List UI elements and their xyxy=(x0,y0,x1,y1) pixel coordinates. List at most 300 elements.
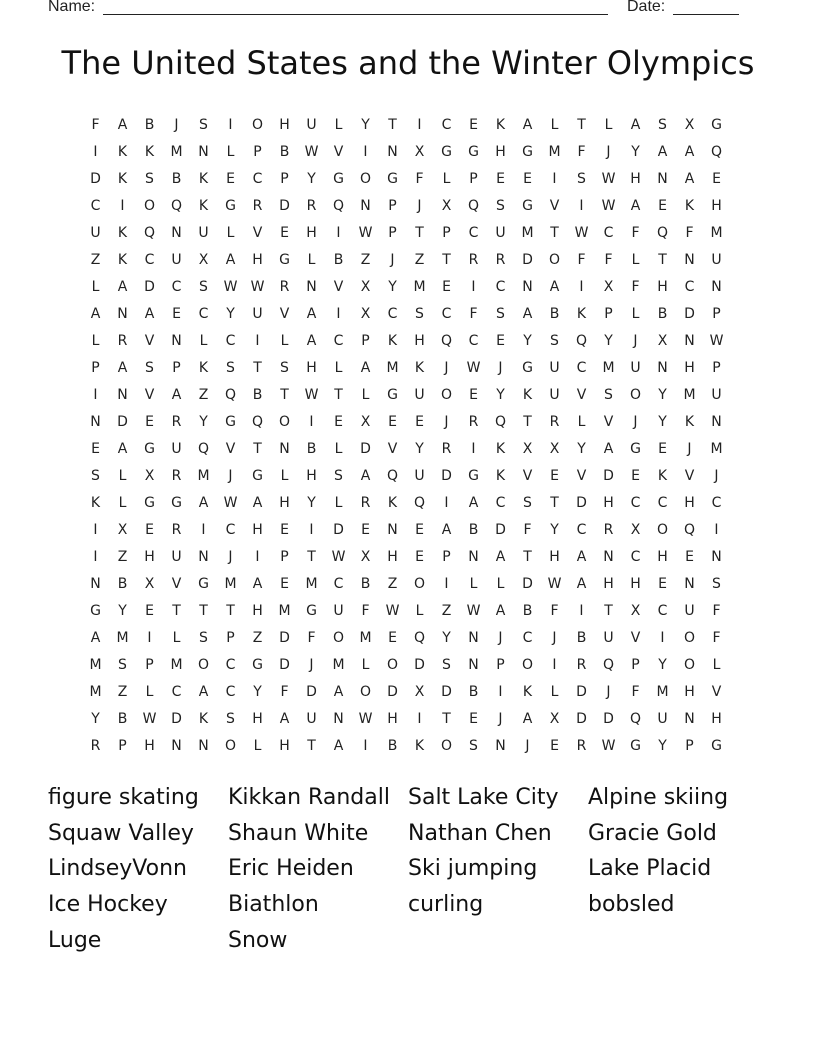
grid-letter[interactable]: B xyxy=(252,387,263,403)
grid-letter[interactable]: J xyxy=(228,468,233,484)
grid-letter[interactable]: Q xyxy=(143,225,156,241)
grid-letter[interactable]: U xyxy=(549,360,560,376)
grid-letter[interactable]: R xyxy=(117,333,128,349)
grid-letter[interactable]: L xyxy=(253,738,262,754)
grid-letter[interactable]: T xyxy=(523,549,532,565)
grid-letter[interactable]: C xyxy=(495,495,506,511)
grid-letter[interactable]: T xyxy=(253,441,262,457)
grid-letter[interactable]: L xyxy=(118,495,127,511)
grid-letter[interactable]: L xyxy=(307,252,316,268)
grid-letter[interactable]: K xyxy=(657,468,668,484)
grid-letter[interactable]: N xyxy=(279,441,290,457)
grid-letter[interactable]: N xyxy=(684,333,695,349)
grid-letter[interactable]: V xyxy=(144,333,155,349)
grid-letter[interactable]: S xyxy=(577,171,586,187)
grid-letter[interactable]: T xyxy=(658,252,667,268)
grid-letter[interactable]: W xyxy=(331,549,346,565)
grid-letter[interactable]: L xyxy=(712,657,721,673)
grid-letter[interactable]: K xyxy=(414,738,425,754)
grid-letter[interactable]: G xyxy=(252,468,263,484)
grid-letter[interactable]: W xyxy=(385,603,400,619)
grid-letter[interactable]: H xyxy=(684,684,695,700)
grid-letter[interactable]: S xyxy=(550,333,559,349)
grid-letter[interactable]: U xyxy=(684,603,695,619)
grid-letter[interactable]: N xyxy=(198,144,209,160)
grid-letter[interactable]: E xyxy=(415,414,424,430)
grid-letter[interactable]: U xyxy=(306,117,317,133)
grid-letter[interactable]: N xyxy=(468,549,479,565)
grid-letter[interactable]: P xyxy=(469,171,478,187)
grid-letter[interactable]: M xyxy=(413,279,426,295)
grid-letter[interactable]: X xyxy=(549,441,560,457)
grid-letter[interactable]: R xyxy=(468,414,479,430)
grid-letter[interactable]: Q xyxy=(440,333,453,349)
grid-letter[interactable]: J xyxy=(498,630,503,646)
grid-letter[interactable]: N xyxy=(603,549,614,565)
grid-letter[interactable]: A xyxy=(684,171,695,187)
grid-letter[interactable]: E xyxy=(523,171,532,187)
grid-letter[interactable]: I xyxy=(471,279,476,295)
grid-letter[interactable]: H xyxy=(306,225,317,241)
grid-letter[interactable]: C xyxy=(387,306,398,322)
grid-letter[interactable]: Y xyxy=(658,414,667,430)
grid-letter[interactable]: R xyxy=(306,198,317,214)
grid-letter[interactable]: U xyxy=(171,549,182,565)
grid-letter[interactable]: J xyxy=(444,360,449,376)
grid-letter[interactable]: U xyxy=(306,711,317,727)
grid-letter[interactable]: F xyxy=(307,630,316,646)
grid-letter[interactable]: Z xyxy=(252,630,263,646)
grid-letter[interactable]: N xyxy=(711,549,722,565)
grid-letter[interactable]: N xyxy=(117,387,128,403)
grid-letter[interactable]: D xyxy=(279,657,290,673)
grid-letter[interactable]: F xyxy=(280,684,289,700)
grid-letter[interactable]: O xyxy=(359,684,372,700)
grid-letter[interactable]: K xyxy=(522,684,533,700)
grid-letter[interactable]: Y xyxy=(118,603,127,619)
grid-letter[interactable]: C xyxy=(225,333,236,349)
grid-letter[interactable]: V xyxy=(684,468,695,484)
grid-letter[interactable]: L xyxy=(604,117,613,133)
grid-letter[interactable]: Y xyxy=(199,414,208,430)
grid-letter[interactable]: A xyxy=(468,495,479,511)
grid-letter[interactable]: L xyxy=(91,279,100,295)
grid-letter[interactable]: E xyxy=(658,198,667,214)
grid-letter[interactable]: Y xyxy=(361,117,370,133)
grid-letter[interactable]: D xyxy=(576,495,587,511)
grid-letter[interactable]: Y xyxy=(523,333,532,349)
grid-letter[interactable]: T xyxy=(550,225,559,241)
grid-letter[interactable]: P xyxy=(442,549,451,565)
grid-letter[interactable]: U xyxy=(198,225,209,241)
grid-letter[interactable]: H xyxy=(495,144,506,160)
grid-letter[interactable]: Y xyxy=(307,171,316,187)
grid-letter[interactable]: O xyxy=(359,171,372,187)
grid-letter[interactable]: H xyxy=(711,198,722,214)
grid-letter[interactable]: R xyxy=(441,441,452,457)
grid-letter[interactable]: I xyxy=(309,522,314,538)
grid-letter[interactable]: I xyxy=(93,387,98,403)
grid-letter[interactable]: S xyxy=(199,279,208,295)
grid-letter[interactable]: P xyxy=(496,657,505,673)
grid-letter[interactable]: G xyxy=(387,387,398,403)
grid-letter[interactable]: G xyxy=(522,360,533,376)
grid-letter[interactable]: Z xyxy=(414,252,425,268)
grid-letter[interactable]: I xyxy=(201,522,206,538)
grid-letter[interactable]: W xyxy=(709,333,724,349)
grid-letter[interactable]: H xyxy=(252,603,263,619)
grid-letter[interactable]: F xyxy=(577,144,586,160)
grid-letter[interactable]: I xyxy=(93,144,98,160)
grid-letter[interactable]: P xyxy=(631,657,640,673)
grid-letter[interactable]: J xyxy=(390,252,395,268)
grid-letter[interactable]: A xyxy=(144,306,155,322)
grid-letter[interactable]: M xyxy=(278,603,291,619)
grid-letter[interactable]: I xyxy=(579,279,584,295)
grid-letter[interactable]: N xyxy=(117,306,128,322)
grid-letter[interactable]: P xyxy=(118,738,127,754)
grid-letter[interactable]: I xyxy=(552,657,557,673)
grid-letter[interactable]: D xyxy=(387,684,398,700)
grid-letter[interactable]: X xyxy=(360,414,371,430)
grid-letter[interactable]: L xyxy=(334,441,343,457)
grid-letter[interactable]: F xyxy=(361,603,370,619)
grid-letter[interactable]: I xyxy=(336,306,341,322)
grid-letter[interactable]: B xyxy=(549,306,560,322)
grid-letter[interactable]: A xyxy=(117,279,128,295)
grid-letter[interactable]: S xyxy=(280,360,289,376)
grid-letter[interactable]: N xyxy=(684,711,695,727)
grid-letter[interactable]: J xyxy=(606,684,611,700)
grid-letter[interactable]: C xyxy=(225,684,236,700)
grid-letter[interactable]: X xyxy=(684,117,695,133)
grid-letter[interactable]: X xyxy=(360,279,371,295)
grid-letter[interactable]: R xyxy=(576,738,587,754)
grid-letter[interactable]: L xyxy=(550,684,559,700)
grid-letter[interactable]: I xyxy=(147,630,152,646)
grid-letter[interactable]: Y xyxy=(496,387,505,403)
grid-letter[interactable]: V xyxy=(144,387,155,403)
grid-letter[interactable]: G xyxy=(279,252,290,268)
grid-letter[interactable]: A xyxy=(171,387,182,403)
grid-letter[interactable]: D xyxy=(603,468,614,484)
grid-letter[interactable]: A xyxy=(225,252,236,268)
grid-letter[interactable]: V xyxy=(387,441,398,457)
grid-letter[interactable]: C xyxy=(495,279,506,295)
grid-letter[interactable]: O xyxy=(143,198,156,214)
grid-letter[interactable]: D xyxy=(171,711,182,727)
grid-letter[interactable]: A xyxy=(252,495,263,511)
grid-letter[interactable]: M xyxy=(170,657,183,673)
grid-letter[interactable]: G xyxy=(711,117,722,133)
grid-letter[interactable]: L xyxy=(415,603,424,619)
grid-letter[interactable]: I xyxy=(579,603,584,619)
grid-letter[interactable]: W xyxy=(358,711,373,727)
grid-letter[interactable]: L xyxy=(334,360,343,376)
grid-letter[interactable]: V xyxy=(171,576,182,592)
grid-letter[interactable]: C xyxy=(657,495,668,511)
grid-letter[interactable]: W xyxy=(223,279,238,295)
grid-letter[interactable]: L xyxy=(145,684,154,700)
grid-letter[interactable]: M xyxy=(116,630,129,646)
grid-letter[interactable]: Q xyxy=(656,225,669,241)
grid-letter[interactable]: L xyxy=(496,576,505,592)
grid-letter[interactable]: E xyxy=(631,468,640,484)
grid-letter[interactable]: F xyxy=(631,279,640,295)
grid-letter[interactable]: J xyxy=(309,657,314,673)
grid-letter[interactable]: N xyxy=(198,549,209,565)
grid-letter[interactable]: C xyxy=(576,522,587,538)
grid-letter[interactable]: A xyxy=(657,144,668,160)
grid-letter[interactable]: A xyxy=(90,630,101,646)
grid-letter[interactable]: S xyxy=(712,576,721,592)
grid-letter[interactable]: U xyxy=(711,387,722,403)
grid-letter[interactable]: M xyxy=(656,684,669,700)
grid-letter[interactable]: W xyxy=(601,171,616,187)
grid-letter[interactable]: O xyxy=(332,630,345,646)
grid-letter[interactable]: B xyxy=(657,306,668,322)
grid-letter[interactable]: N xyxy=(657,360,668,376)
grid-letter[interactable]: L xyxy=(226,144,235,160)
grid-letter[interactable]: Z xyxy=(360,252,371,268)
grid-letter[interactable]: K xyxy=(117,252,128,268)
grid-letter[interactable]: X xyxy=(144,576,155,592)
grid-letter[interactable]: F xyxy=(91,117,100,133)
grid-letter[interactable]: F xyxy=(550,603,559,619)
grid-letter[interactable]: C xyxy=(225,657,236,673)
grid-letter[interactable]: D xyxy=(522,252,533,268)
grid-letter[interactable]: A xyxy=(279,711,290,727)
grid-letter[interactable]: D xyxy=(441,684,452,700)
grid-letter[interactable]: X xyxy=(522,441,533,457)
grid-letter[interactable]: F xyxy=(469,306,478,322)
grid-letter[interactable]: A xyxy=(522,306,533,322)
grid-letter[interactable]: D xyxy=(684,306,695,322)
grid-letter[interactable]: S xyxy=(496,198,505,214)
grid-letter[interactable]: B xyxy=(117,576,128,592)
grid-letter[interactable]: V xyxy=(630,630,641,646)
grid-letter[interactable]: W xyxy=(250,279,265,295)
grid-letter[interactable]: Z xyxy=(387,576,398,592)
grid-letter[interactable]: I xyxy=(255,549,260,565)
grid-letter[interactable]: X xyxy=(441,198,452,214)
grid-letter[interactable]: G xyxy=(522,198,533,214)
grid-letter[interactable]: P xyxy=(388,225,397,241)
grid-letter[interactable]: L xyxy=(226,225,235,241)
grid-letter[interactable]: M xyxy=(170,144,183,160)
grid-letter[interactable]: U xyxy=(171,252,182,268)
grid-letter[interactable]: P xyxy=(361,333,370,349)
grid-letter[interactable]: L xyxy=(334,117,343,133)
grid-letter[interactable]: Q xyxy=(197,441,210,457)
grid-letter[interactable]: Q xyxy=(170,198,183,214)
grid-letter[interactable]: R xyxy=(252,198,263,214)
grid-letter[interactable]: E xyxy=(550,738,559,754)
name-blank-line[interactable] xyxy=(103,14,608,15)
grid-letter[interactable]: O xyxy=(440,387,453,403)
grid-letter[interactable]: B xyxy=(333,252,344,268)
grid-letter[interactable]: S xyxy=(523,495,532,511)
grid-letter[interactable]: K xyxy=(522,387,533,403)
grid-letter[interactable]: G xyxy=(171,495,182,511)
grid-letter[interactable]: D xyxy=(360,441,371,457)
grid-letter[interactable]: K xyxy=(495,441,506,457)
grid-letter[interactable]: S xyxy=(496,306,505,322)
grid-letter[interactable]: J xyxy=(633,333,638,349)
grid-letter[interactable]: I xyxy=(552,171,557,187)
grid-letter[interactable]: Z xyxy=(90,252,101,268)
grid-letter[interactable]: C xyxy=(657,603,668,619)
grid-letter[interactable]: K xyxy=(198,711,209,727)
grid-letter[interactable]: A xyxy=(306,306,317,322)
grid-letter[interactable]: P xyxy=(280,171,289,187)
grid-letter[interactable]: H xyxy=(306,360,317,376)
grid-letter[interactable]: Y xyxy=(658,387,667,403)
grid-letter[interactable]: N xyxy=(522,279,533,295)
grid-letter[interactable]: C xyxy=(576,360,587,376)
grid-letter[interactable]: K xyxy=(495,117,506,133)
grid-letter[interactable]: O xyxy=(548,252,561,268)
grid-letter[interactable]: A xyxy=(360,360,371,376)
grid-letter[interactable]: E xyxy=(712,171,721,187)
grid-letter[interactable]: U xyxy=(603,630,614,646)
grid-letter[interactable]: X xyxy=(360,549,371,565)
grid-letter[interactable]: H xyxy=(414,333,425,349)
grid-letter[interactable]: M xyxy=(89,657,102,673)
grid-letter[interactable]: O xyxy=(521,657,534,673)
grid-letter[interactable]: N xyxy=(198,738,209,754)
grid-letter[interactable]: Q xyxy=(332,198,345,214)
grid-letter[interactable]: U xyxy=(414,387,425,403)
grid-letter[interactable]: V xyxy=(252,225,263,241)
grid-letter[interactable]: X xyxy=(549,711,560,727)
grid-letter[interactable]: J xyxy=(444,414,449,430)
grid-letter[interactable]: E xyxy=(145,522,154,538)
grid-letter[interactable]: E xyxy=(388,630,397,646)
grid-letter[interactable]: W xyxy=(223,495,238,511)
grid-letter[interactable]: C xyxy=(711,495,722,511)
grid-letter[interactable]: E xyxy=(415,522,424,538)
grid-letter[interactable]: N xyxy=(306,279,317,295)
grid-letter[interactable]: Q xyxy=(602,657,615,673)
grid-letter[interactable]: H xyxy=(144,738,155,754)
grid-letter[interactable]: T xyxy=(604,603,613,619)
grid-letter[interactable]: S xyxy=(442,657,451,673)
grid-letter[interactable]: K xyxy=(144,144,155,160)
grid-letter[interactable]: L xyxy=(361,387,370,403)
grid-letter[interactable]: R xyxy=(468,252,479,268)
grid-letter[interactable]: F xyxy=(415,171,424,187)
grid-letter[interactable]: N xyxy=(495,738,506,754)
grid-letter[interactable]: H xyxy=(630,576,641,592)
grid-letter[interactable]: G xyxy=(144,441,155,457)
grid-letter[interactable]: N xyxy=(171,738,182,754)
grid-letter[interactable]: A xyxy=(360,468,371,484)
grid-letter[interactable]: R xyxy=(171,414,182,430)
grid-letter[interactable]: J xyxy=(525,738,530,754)
grid-letter[interactable]: P xyxy=(280,549,289,565)
grid-letter[interactable]: C xyxy=(522,630,533,646)
grid-letter[interactable]: Y xyxy=(604,333,613,349)
grid-letter[interactable]: T xyxy=(577,117,586,133)
grid-letter[interactable]: T xyxy=(550,495,559,511)
grid-letter[interactable]: H xyxy=(306,468,317,484)
grid-letter[interactable]: E xyxy=(496,333,505,349)
grid-letter[interactable]: W xyxy=(358,225,373,241)
grid-letter[interactable]: L xyxy=(280,333,289,349)
grid-letter[interactable]: C xyxy=(603,225,614,241)
grid-letter[interactable]: F xyxy=(577,252,586,268)
grid-letter[interactable]: Y xyxy=(91,711,100,727)
grid-letter[interactable]: I xyxy=(579,198,584,214)
grid-letter[interactable]: K xyxy=(684,414,695,430)
grid-letter[interactable]: S xyxy=(118,657,127,673)
grid-letter[interactable]: P xyxy=(388,198,397,214)
grid-letter[interactable]: F xyxy=(685,225,694,241)
grid-letter[interactable]: L xyxy=(118,468,127,484)
grid-letter[interactable]: S xyxy=(199,117,208,133)
grid-letter[interactable]: K xyxy=(576,306,587,322)
grid-letter[interactable]: B xyxy=(171,171,182,187)
grid-letter[interactable]: C xyxy=(333,333,344,349)
grid-letter[interactable]: M xyxy=(89,684,102,700)
grid-letter[interactable]: B xyxy=(360,576,371,592)
grid-letter[interactable]: N xyxy=(468,630,479,646)
grid-letter[interactable]: H xyxy=(252,711,263,727)
grid-letter[interactable]: A xyxy=(117,360,128,376)
grid-letter[interactable]: H xyxy=(603,495,614,511)
grid-letter[interactable]: H xyxy=(684,495,695,511)
grid-letter[interactable]: X xyxy=(630,522,641,538)
grid-letter[interactable]: C xyxy=(252,171,263,187)
grid-letter[interactable]: G xyxy=(225,198,236,214)
date-blank-line[interactable] xyxy=(673,14,739,15)
grid-letter[interactable]: D xyxy=(117,414,128,430)
grid-letter[interactable]: C xyxy=(468,225,479,241)
grid-letter[interactable]: I xyxy=(228,117,233,133)
grid-letter[interactable]: G xyxy=(333,171,344,187)
grid-letter[interactable]: A xyxy=(117,441,128,457)
grid-letter[interactable]: V xyxy=(333,279,344,295)
grid-letter[interactable]: A xyxy=(333,738,344,754)
grid-letter[interactable]: G xyxy=(522,144,533,160)
grid-letter[interactable]: M xyxy=(710,225,723,241)
grid-letter[interactable]: T xyxy=(388,117,397,133)
grid-letter[interactable]: C xyxy=(171,279,182,295)
grid-letter[interactable]: B xyxy=(468,684,479,700)
grid-letter[interactable]: J xyxy=(174,117,179,133)
grid-letter[interactable]: E xyxy=(334,414,343,430)
grid-letter[interactable]: N xyxy=(90,414,101,430)
grid-letter[interactable]: O xyxy=(386,657,399,673)
grid-letter[interactable]: J xyxy=(687,441,692,457)
grid-letter[interactable]: I xyxy=(444,495,449,511)
grid-letter[interactable]: M xyxy=(683,387,696,403)
grid-letter[interactable]: G xyxy=(468,468,479,484)
grid-letter[interactable]: E xyxy=(172,306,181,322)
grid-letter[interactable]: W xyxy=(601,738,616,754)
grid-letter[interactable]: A xyxy=(549,279,560,295)
grid-letter[interactable]: Y xyxy=(442,630,451,646)
grid-letter[interactable]: J xyxy=(498,360,503,376)
grid-letter[interactable]: E xyxy=(658,441,667,457)
grid-letter[interactable]: R xyxy=(171,468,182,484)
grid-letter[interactable]: E xyxy=(91,441,100,457)
grid-letter[interactable]: E xyxy=(685,549,694,565)
grid-letter[interactable]: N xyxy=(657,171,668,187)
grid-letter[interactable]: D xyxy=(279,198,290,214)
grid-letter[interactable]: W xyxy=(574,225,589,241)
